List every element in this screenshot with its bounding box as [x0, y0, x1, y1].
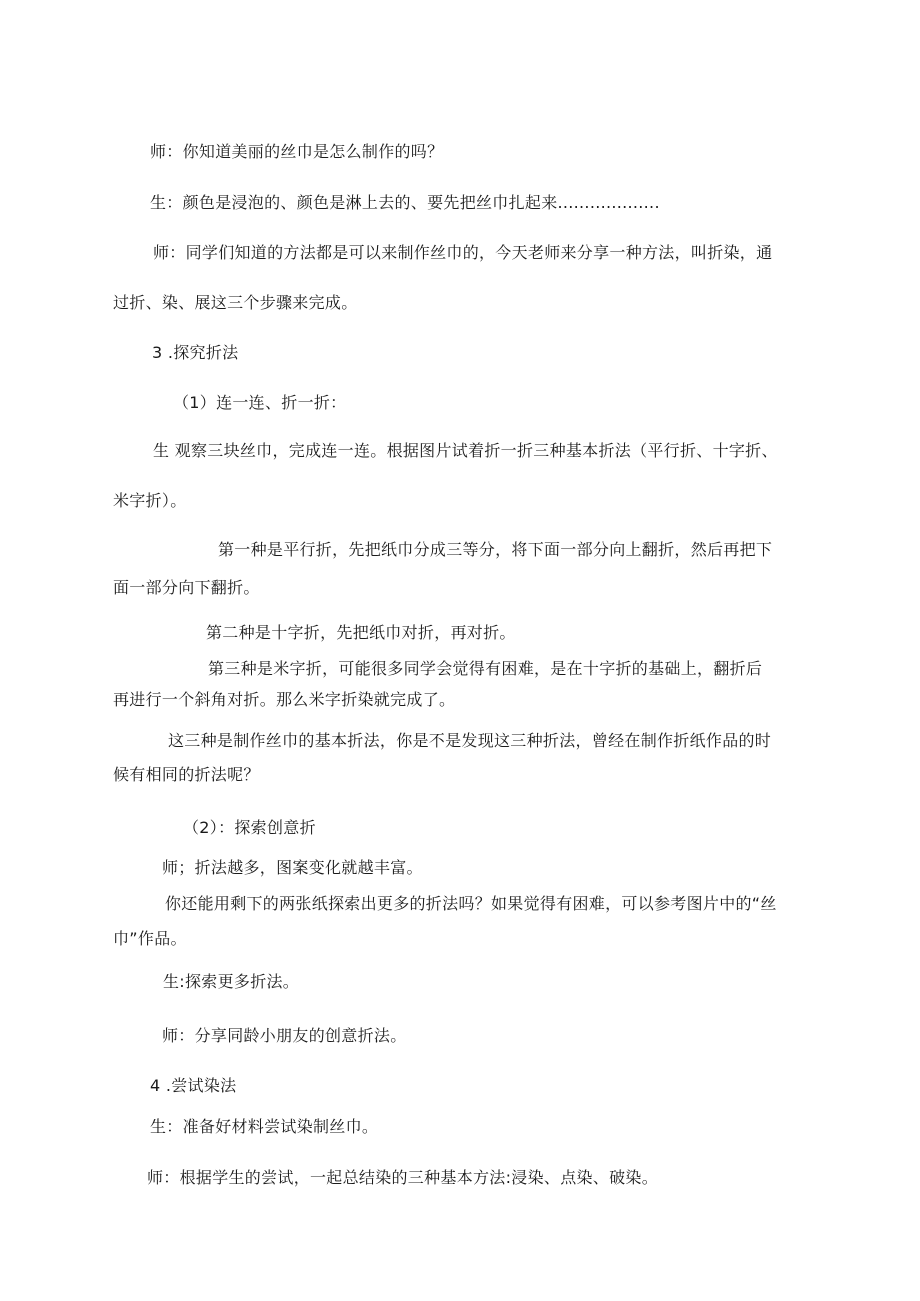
paragraph-line: 师：分享同龄小朋友的创意折法。 — [162, 1026, 407, 1045]
paragraph-line: 再进行一个斜角对折。那么米字折染就完成了。 — [113, 690, 456, 709]
paragraph-line: 第一种是平行折，先把纸巾分成三等分，将下面一部分向上翻折，然后再把下 — [218, 540, 773, 559]
paragraph-line: 生 观察三块丝巾，完成连一连。根据图片试着折一折三种基本折法（平行折、十字折、 — [153, 441, 778, 460]
paragraph-line: 这三种是制作丝巾的基本折法，你是不是发现这三种折法，曾经在制作折纸作品的时 — [168, 731, 772, 750]
paragraph-line: 米字折）。 — [113, 491, 187, 510]
paragraph-line: 生:探索更多折法。 — [163, 972, 300, 991]
subsection-heading: （1）连一连、折一折： — [173, 393, 347, 412]
section-heading: 3 .探究折法 — [152, 343, 239, 362]
paragraph-line: 第三种是米字折，可能很多同学会觉得有困难，是在十字折的基础上，翻折后 — [208, 659, 763, 678]
subsection-heading: （2）：探索创意折 — [183, 818, 316, 837]
section-heading: 4 .尝试染法 — [150, 1076, 237, 1095]
paragraph-line: 过折、染、展这三个步骤来完成。 — [113, 293, 358, 312]
paragraph-line: 师；折法越多，图案变化就越丰富。 — [162, 858, 423, 877]
paragraph-line: 第二种是十字折，先把纸巾对折，再对折。 — [206, 623, 516, 642]
paragraph-line: 面一部分向下翻折。 — [113, 578, 260, 597]
paragraph-line: 师：你知道美丽的丝巾是怎么制作的吗？ — [150, 142, 444, 161]
paragraph-line: 候有相同的折法呢？ — [113, 765, 260, 784]
paragraph-line: 师：根据学生的尝试，一起总结染的三种基本方法:浸染、点染、破染。 — [147, 1168, 658, 1187]
paragraph-line: 生：准备好材料尝试染制丝巾。 — [150, 1117, 379, 1136]
paragraph-line: 巾”作品。 — [113, 929, 187, 948]
paragraph-line: 你还能用剩下的两张纸探索出更多的折法吗？如果觉得有困难，可以参考图片中的“丝 — [165, 894, 777, 913]
paragraph-line: 生：颜色是浸泡的、颜色是淋上去的、要先把丝巾扎起来................... — [150, 193, 660, 212]
paragraph-line: 师：同学们知道的方法都是可以来制作丝巾的，今天老师来分享一种方法，叫折染，通 — [153, 243, 773, 262]
